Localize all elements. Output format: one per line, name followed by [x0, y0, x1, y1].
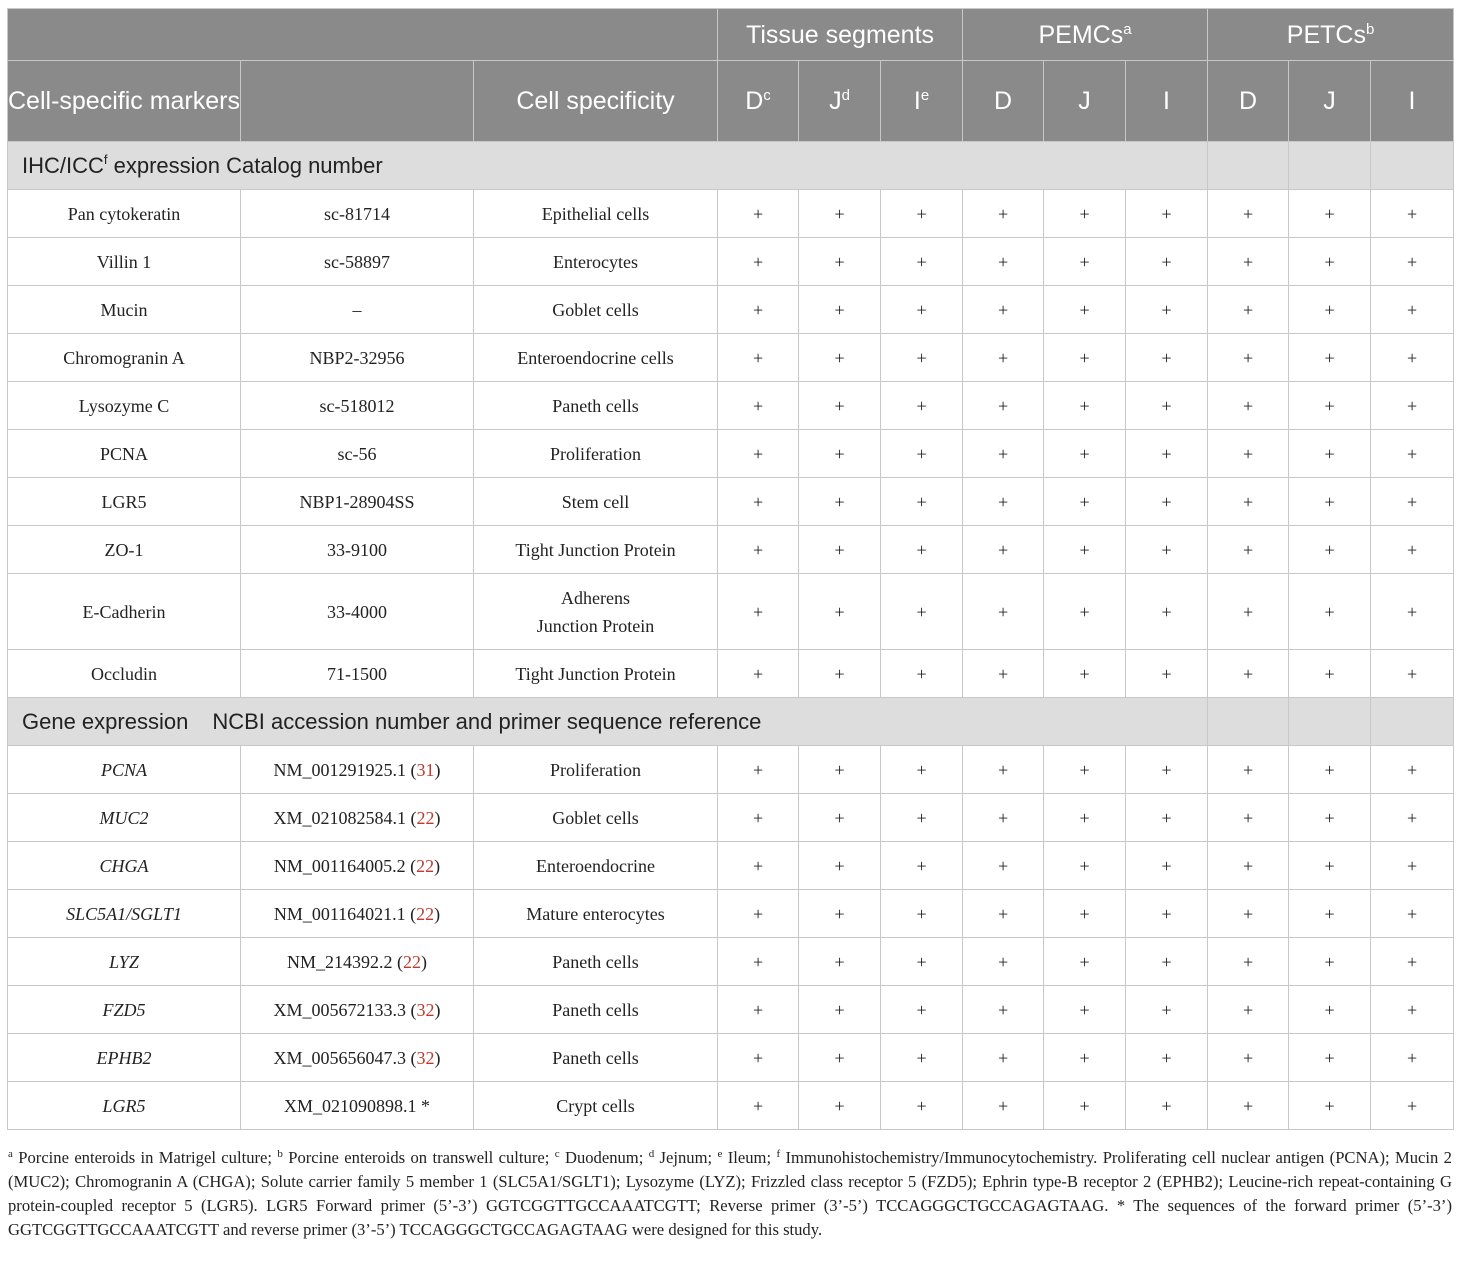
value-cell: +: [963, 238, 1044, 286]
header-id: [241, 61, 474, 142]
value-cell: +: [1208, 430, 1289, 478]
value-cell: +: [881, 382, 963, 430]
cell-specificity: Paneth cells: [474, 938, 718, 986]
value-cell: +: [1208, 1034, 1289, 1082]
section-empty-cell: [1289, 698, 1371, 746]
value-cell: +: [1371, 938, 1454, 986]
value-cell: +: [1289, 478, 1371, 526]
value-cell: +: [1208, 938, 1289, 986]
value-cell: +: [963, 746, 1044, 794]
value-cell: +: [1044, 286, 1126, 334]
value-cell: +: [881, 430, 963, 478]
value-cell: +: [1371, 430, 1454, 478]
value-cell: +: [1126, 650, 1208, 698]
catalog-number: sc-518012: [241, 382, 474, 430]
value-cell: +: [1371, 746, 1454, 794]
table-row: [8, 430, 1454, 478]
table-row: [8, 478, 1454, 526]
catalog-number: NBP2-32956: [241, 334, 474, 382]
value-cell: +: [799, 238, 881, 286]
value-cell: +: [1371, 986, 1454, 1034]
value-cell: +: [1044, 938, 1126, 986]
value-cell: +: [718, 890, 799, 938]
value-cell: +: [799, 986, 881, 1034]
group-petcs: PETCs$^b$: [1208, 9, 1454, 61]
value-cell: +: [1371, 334, 1454, 382]
table-row: [8, 938, 1454, 986]
gene-name: LYZ: [8, 938, 241, 986]
group-tissue-segments: Tissue segments: [718, 9, 963, 61]
value-cell: +: [1208, 286, 1289, 334]
value-cell: +: [718, 190, 799, 238]
value-cell: +: [718, 794, 799, 842]
marker-name: Villin 1: [8, 238, 241, 286]
value-cell: +: [963, 190, 1044, 238]
value-cell: +: [1044, 842, 1126, 890]
section-empty-cell: [1208, 698, 1289, 746]
value-cell: +: [1126, 190, 1208, 238]
value-cell: +: [1044, 430, 1126, 478]
catalog-number: sc-58897: [241, 238, 474, 286]
value-cell: +: [963, 650, 1044, 698]
value-cell: +: [1126, 794, 1208, 842]
col-pemc-i: I: [1126, 61, 1208, 142]
value-cell: +: [963, 986, 1044, 1034]
header-specificity: Cell specificity: [474, 61, 718, 142]
catalog-number: 33-4000: [241, 574, 474, 650]
marker-name: ZO-1: [8, 526, 241, 574]
value-cell: +: [1208, 238, 1289, 286]
table-row: [8, 650, 1454, 698]
value-cell: +: [718, 478, 799, 526]
accession-number: NM_001164021.1 (22): [241, 890, 474, 938]
table-row: [8, 526, 1454, 574]
value-cell: +: [718, 1034, 799, 1082]
cell-specificity: Enteroendocrine cells: [474, 334, 718, 382]
value-cell: +: [1126, 1034, 1208, 1082]
value-cell: +: [1126, 382, 1208, 430]
accession-number: NM_214392.2 (22): [241, 938, 474, 986]
value-cell: +: [1044, 382, 1126, 430]
value-cell: +: [881, 286, 963, 334]
value-cell: +: [1289, 1034, 1371, 1082]
catalog-number: 33-9100: [241, 526, 474, 574]
value-cell: +: [799, 382, 881, 430]
catalog-number: 71-1500: [241, 650, 474, 698]
value-cell: +: [881, 526, 963, 574]
value-cell: +: [1126, 986, 1208, 1034]
value-cell: +: [1044, 478, 1126, 526]
value-cell: +: [1208, 1082, 1289, 1130]
value-cell: +: [1044, 1082, 1126, 1130]
cell-specificity: Tight Junction Protein: [474, 526, 718, 574]
value-cell: +: [1126, 286, 1208, 334]
accession-number: XM_005672133.3 (32): [241, 986, 474, 1034]
table-body: [8, 142, 1454, 1130]
value-cell: +: [1371, 890, 1454, 938]
value-cell: +: [1371, 190, 1454, 238]
value-cell: +: [963, 286, 1044, 334]
value-cell: +: [1371, 574, 1454, 650]
value-cell: +: [718, 938, 799, 986]
value-cell: +: [1044, 190, 1126, 238]
catalog-number: sc-56: [241, 430, 474, 478]
value-cell: +: [718, 334, 799, 382]
table-row: [8, 382, 1454, 430]
value-cell: +: [1208, 190, 1289, 238]
marker-name: E-Cadherin: [8, 574, 241, 650]
value-cell: +: [718, 986, 799, 1034]
gene-name: LGR5: [8, 1082, 241, 1130]
value-cell: +: [1126, 746, 1208, 794]
value-cell: +: [881, 574, 963, 650]
value-cell: +: [881, 190, 963, 238]
value-cell: +: [718, 842, 799, 890]
value-cell: +: [718, 574, 799, 650]
section-empty-cell: [1289, 142, 1371, 190]
value-cell: +: [1289, 986, 1371, 1034]
value-cell: +: [881, 334, 963, 382]
value-cell: +: [1126, 1082, 1208, 1130]
value-cell: +: [963, 794, 1044, 842]
marker-name: PCNA: [8, 430, 241, 478]
header-markers: Cell-specific markers: [8, 61, 241, 142]
value-cell: +: [1289, 794, 1371, 842]
value-cell: +: [1044, 890, 1126, 938]
value-cell: +: [1371, 842, 1454, 890]
value-cell: +: [1126, 526, 1208, 574]
value-cell: +: [718, 1082, 799, 1130]
value-cell: +: [1044, 334, 1126, 382]
value-cell: +: [881, 842, 963, 890]
value-cell: +: [881, 890, 963, 938]
value-cell: +: [1289, 1082, 1371, 1130]
value-cell: +: [1208, 890, 1289, 938]
value-cell: +: [1208, 794, 1289, 842]
col-petc-d: D: [1208, 61, 1289, 142]
cell-specificity: Proliferation: [474, 746, 718, 794]
value-cell: +: [881, 1082, 963, 1130]
col-tissue-d: $D^c$: [718, 61, 799, 142]
catalog-number: sc-81714: [241, 190, 474, 238]
cell-specificity: Stem cell: [474, 478, 718, 526]
value-cell: +: [1126, 574, 1208, 650]
marker-name: LGR5: [8, 478, 241, 526]
value-cell: +: [963, 1082, 1044, 1130]
cell-specificity: Proliferation: [474, 430, 718, 478]
cell-specificity: Tight Junction Protein: [474, 650, 718, 698]
value-cell: +: [1208, 526, 1289, 574]
table-row: [8, 746, 1454, 794]
section-row: [8, 698, 1454, 746]
section-empty-cell: [1371, 142, 1454, 190]
gene-name: MUC2: [8, 794, 241, 842]
table-row: [8, 238, 1454, 286]
accession-number: XM_021082584.1 (22): [241, 794, 474, 842]
value-cell: +: [718, 650, 799, 698]
gene-name: PCNA: [8, 746, 241, 794]
cell-specificity: Crypt cells: [474, 1082, 718, 1130]
value-cell: +: [881, 746, 963, 794]
group-pemcs: PEMCs$^a$: [963, 9, 1208, 61]
table-footnote: $^a$ Porcine enteroids in Matrigel culture; $^b$ Porcine enteroids on transwell culture; $^c$ Duodenum; $^d$ Jejnum; $^e$ Ileum; $^f$ Immunohistochemistry/Immunocytochemistry. Proliferating cell nuclear antigen (PCNA); Mucin 2 (MUC2); Chromogranin A (CHGA); Solute carrier family 5 member 1 (SLC5A1/SGLT1); Lysozyme (LYZ); Frizzled class receptor 5 (FZD5); Ephrin type-B receptor 2 (EPHB2); Leucine-rich repeat-containing G protein-coupled receptor 5 (LGR5). LGR5 Forward primer (5’-3’) GGTCGGTTGCCAAATCGTT; Reverse primer (3’-5’) TCCAGGGCTGCCAGAGTAAG. * The sequences of the forward primer (5’-3’) GGTCGGTTGCCAAATCGTT and reverse primer (3’-5’) TCCAGGGCTGCCAGAGTAAG were designed for this study.: [8, 1148, 1452, 1239]
gene-name: FZD5: [8, 986, 241, 1034]
cell-specificity: Adherens Junction Protein: [474, 574, 718, 650]
value-cell: +: [1208, 650, 1289, 698]
value-cell: +: [1289, 650, 1371, 698]
value-cell: +: [1289, 938, 1371, 986]
value-cell: +: [1044, 574, 1126, 650]
value-cell: +: [799, 1034, 881, 1082]
cell-specificity: Goblet cells: [474, 794, 718, 842]
value-cell: +: [799, 526, 881, 574]
value-cell: +: [1371, 794, 1454, 842]
cell-specificity: Goblet cells: [474, 286, 718, 334]
value-cell: +: [1208, 382, 1289, 430]
value-cell: +: [1371, 650, 1454, 698]
value-cell: +: [718, 526, 799, 574]
value-cell: +: [881, 938, 963, 986]
value-cell: +: [1289, 890, 1371, 938]
value-cell: +: [881, 794, 963, 842]
value-cell: +: [963, 526, 1044, 574]
value-cell: +: [799, 430, 881, 478]
accession-number: XM_005656047.3 (32): [241, 1034, 474, 1082]
catalog-number: NBP1-28904SS: [241, 478, 474, 526]
value-cell: +: [799, 286, 881, 334]
value-cell: +: [1208, 574, 1289, 650]
table-row: [8, 1034, 1454, 1082]
value-cell: +: [799, 890, 881, 938]
value-cell: +: [1289, 238, 1371, 286]
value-cell: +: [1208, 746, 1289, 794]
value-cell: +: [718, 238, 799, 286]
cell-specificity: Paneth cells: [474, 1034, 718, 1082]
value-cell: +: [718, 286, 799, 334]
value-cell: +: [1371, 238, 1454, 286]
value-cell: +: [1289, 574, 1371, 650]
value-cell: +: [1289, 190, 1371, 238]
value-cell: +: [799, 1082, 881, 1130]
table-row: [8, 190, 1454, 238]
value-cell: +: [1208, 478, 1289, 526]
value-cell: +: [799, 938, 881, 986]
cell-specificity: Paneth cells: [474, 986, 718, 1034]
value-cell: +: [963, 938, 1044, 986]
marker-name: Chromogranin A: [8, 334, 241, 382]
value-cell: +: [963, 430, 1044, 478]
marker-name: Occludin: [8, 650, 241, 698]
value-cell: +: [718, 382, 799, 430]
value-cell: +: [963, 574, 1044, 650]
value-cell: +: [1289, 746, 1371, 794]
value-cell: +: [1208, 986, 1289, 1034]
value-cell: +: [1044, 986, 1126, 1034]
section-row: [8, 142, 1454, 190]
marker-name: Mucin: [8, 286, 241, 334]
cell-specificity: Epithelial cells: [474, 190, 718, 238]
value-cell: +: [1371, 478, 1454, 526]
value-cell: +: [799, 574, 881, 650]
table-row: [8, 794, 1454, 842]
value-cell: +: [1208, 334, 1289, 382]
cell-specificity: Paneth cells: [474, 382, 718, 430]
table-row: [8, 890, 1454, 938]
value-cell: +: [799, 478, 881, 526]
value-cell: +: [881, 1034, 963, 1082]
value-cell: +: [1289, 842, 1371, 890]
table-row: [8, 1082, 1454, 1130]
value-cell: +: [1126, 842, 1208, 890]
value-cell: +: [799, 794, 881, 842]
accession-number: NM_001291925.1 (31): [241, 746, 474, 794]
value-cell: +: [1126, 478, 1208, 526]
col-tissue-i: Ie: [881, 61, 963, 142]
value-cell: +: [1126, 334, 1208, 382]
marker-name: Pan cytokeratin: [8, 190, 241, 238]
value-cell: +: [1126, 890, 1208, 938]
value-cell: +: [881, 238, 963, 286]
accession-number: XM_021090898.1 *: [241, 1082, 474, 1130]
value-cell: +: [1371, 286, 1454, 334]
value-cell: +: [1371, 382, 1454, 430]
col-tissue-j: $J^d$: [799, 61, 881, 142]
value-cell: +: [1126, 238, 1208, 286]
value-cell: +: [1126, 938, 1208, 986]
value-cell: +: [963, 1034, 1044, 1082]
section-empty-cell: [1371, 698, 1454, 746]
value-cell: +: [1208, 842, 1289, 890]
value-cell: +: [963, 382, 1044, 430]
value-cell: +: [881, 986, 963, 1034]
value-cell: +: [1044, 526, 1126, 574]
value-cell: +: [1044, 794, 1126, 842]
table-row: [8, 286, 1454, 334]
section-label: IHC/ICC$^f$ expression Catalog number: [8, 142, 1208, 190]
section-empty-cell: [1208, 142, 1289, 190]
col-petc-j: J: [1289, 61, 1371, 142]
value-cell: +: [1289, 286, 1371, 334]
value-cell: +: [963, 842, 1044, 890]
value-cell: +: [1044, 650, 1126, 698]
gene-name: CHGA: [8, 842, 241, 890]
catalog-number: –: [241, 286, 474, 334]
value-cell: +: [1371, 1034, 1454, 1082]
value-cell: +: [799, 842, 881, 890]
value-cell: +: [799, 334, 881, 382]
col-pemc-j: J: [1044, 61, 1126, 142]
table-row: [8, 842, 1454, 890]
value-cell: +: [1126, 430, 1208, 478]
value-cell: +: [718, 430, 799, 478]
value-cell: +: [963, 478, 1044, 526]
accession-number: NM_001164005.2 (22): [241, 842, 474, 890]
col-pemc-d: D: [963, 61, 1044, 142]
value-cell: +: [1044, 746, 1126, 794]
table-row: [8, 986, 1454, 1034]
gene-name: EPHB2: [8, 1034, 241, 1082]
marker-name: Lysozyme C: [8, 382, 241, 430]
col-petc-i: I: [1371, 61, 1454, 142]
value-cell: +: [1044, 238, 1126, 286]
value-cell: +: [1289, 382, 1371, 430]
value-cell: +: [1289, 526, 1371, 574]
value-cell: +: [799, 190, 881, 238]
section-label: Gene expression NCBI accession number and primer sequence reference: [8, 698, 1208, 746]
value-cell: +: [1289, 334, 1371, 382]
value-cell: +: [799, 746, 881, 794]
cell-specificity: Mature enterocytes: [474, 890, 718, 938]
value-cell: +: [1371, 1082, 1454, 1130]
value-cell: +: [718, 746, 799, 794]
value-cell: +: [881, 650, 963, 698]
cell-specificity: Enteroendocrine: [474, 842, 718, 890]
marker-table: [7, 8, 1454, 1130]
value-cell: +: [881, 478, 963, 526]
cell-specificity: Enterocytes: [474, 238, 718, 286]
header-blank: [8, 9, 718, 61]
value-cell: +: [799, 650, 881, 698]
gene-name: SLC5A1/SGLT1: [8, 890, 241, 938]
value-cell: +: [1044, 1034, 1126, 1082]
value-cell: +: [963, 334, 1044, 382]
value-cell: +: [963, 890, 1044, 938]
value-cell: +: [1289, 430, 1371, 478]
table-row: [8, 334, 1454, 382]
value-cell: +: [1371, 526, 1454, 574]
table-row: [8, 574, 1454, 650]
